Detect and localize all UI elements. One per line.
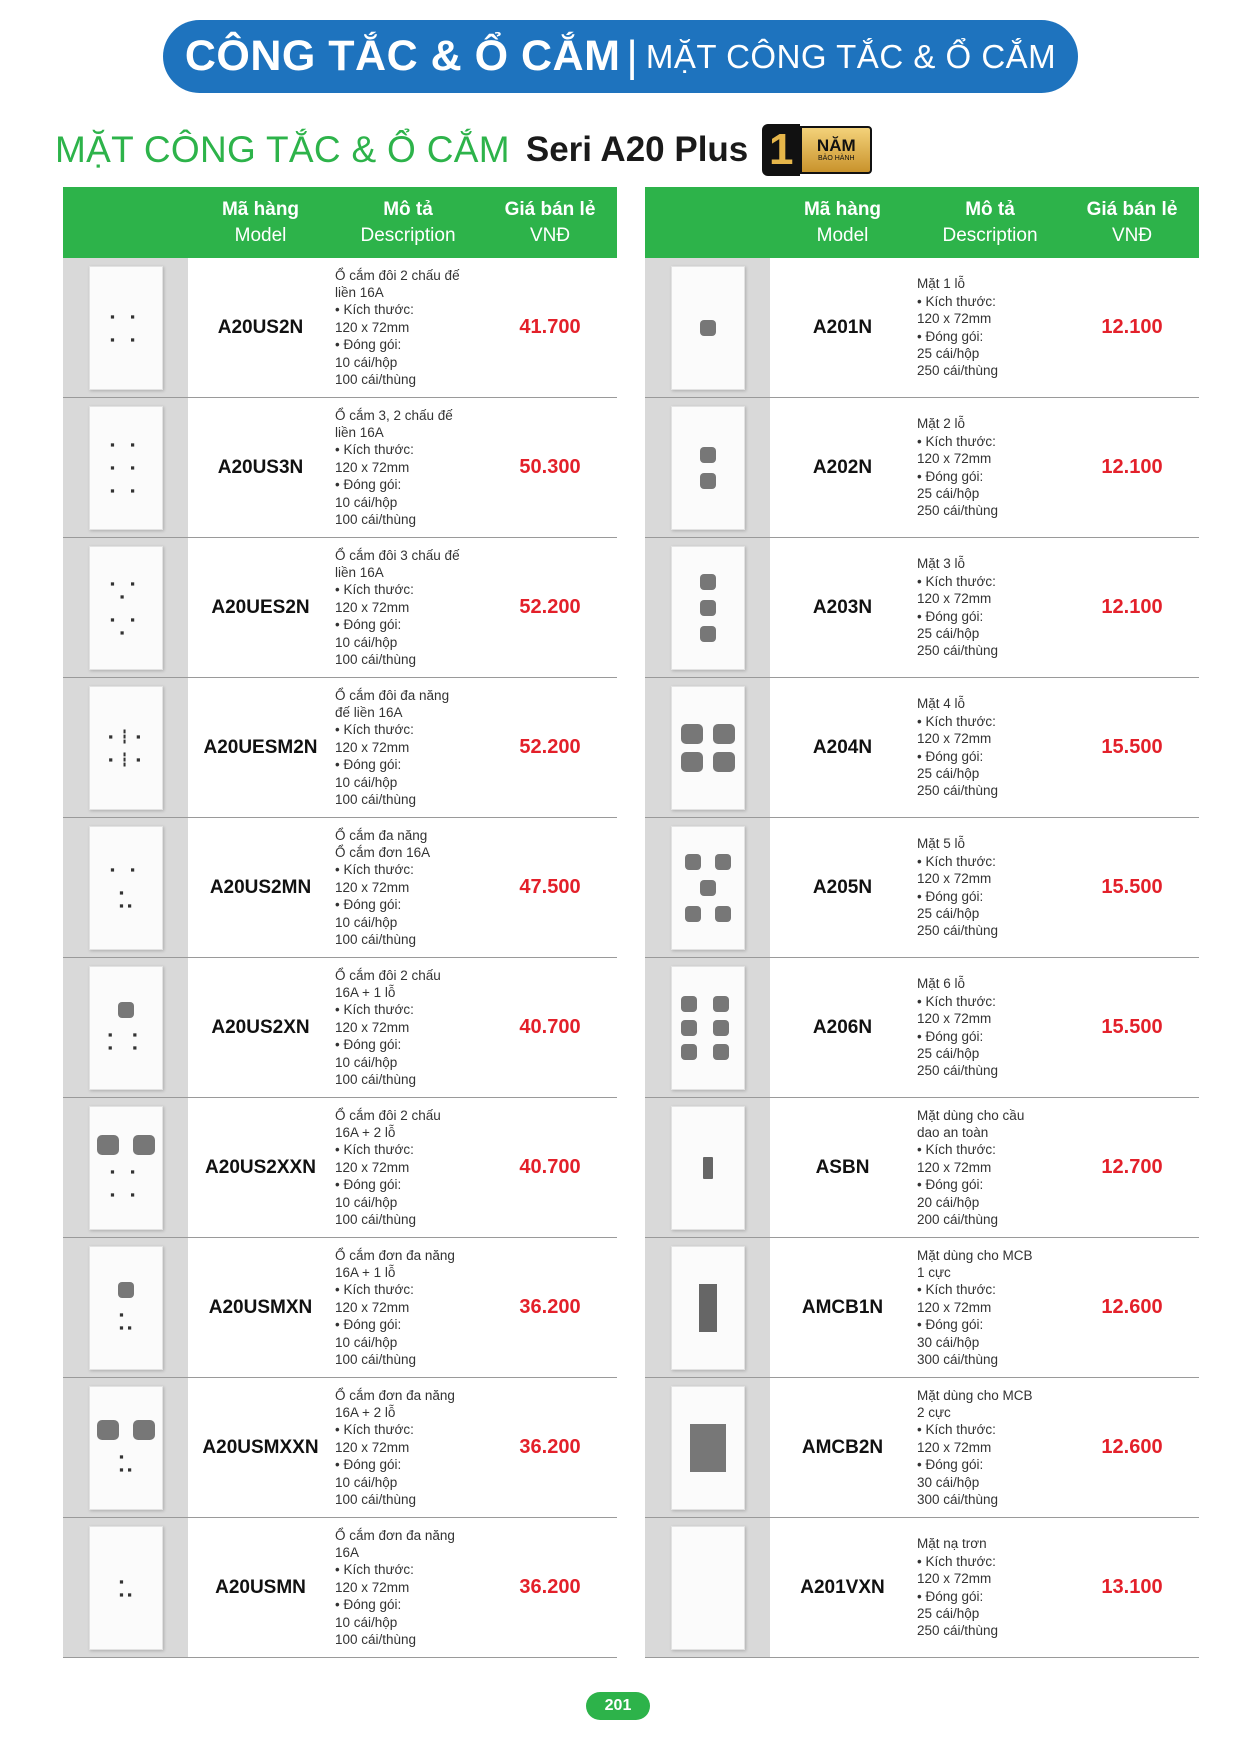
table-row: [645, 958, 1199, 1098]
table-row: [645, 1378, 1199, 1518]
product-description: Mặt 1 lỗ • Kích thước: 120 x 72mm • Đóng gói: 25 cái/hộp 250 cái/thùng: [917, 276, 999, 379]
product-model: AMCB1N: [801, 1296, 884, 1318]
series-name: Seri A20 Plus: [525, 130, 749, 169]
product-model: A20US2XXN: [205, 1156, 316, 1178]
product-image: [645, 1098, 770, 1237]
product-description: Ổ cắm đa năng Ổ cắm đơn 16A • Kích thước: 120 x 72mm • Đóng gói: 10 cái/hộp 100 cái/thùng: [335, 827, 431, 948]
product-model: A20US3N: [217, 456, 304, 478]
table-row: [63, 1238, 617, 1378]
product-price: 12.100: [1101, 456, 1163, 478]
table-row: [63, 1098, 617, 1238]
product-description: Mặt 3 lỗ • Kích thước: 120 x 72mm • Đóng gói: 25 cái/hộp 250 cái/thùng: [917, 556, 999, 659]
table-row: [645, 678, 1199, 818]
socket-multi-single-icon: ▪ ▪ ▪ ▪ ▪: [89, 826, 163, 950]
product-image: [63, 958, 188, 1097]
plate-mcb1-icon: [671, 1246, 745, 1370]
plate-3hole-icon: [671, 546, 745, 670]
header-price-en: VNĐ: [1111, 224, 1153, 246]
product-image: [63, 538, 188, 677]
page-number: 201: [586, 1692, 650, 1720]
warranty-sub: BẢO HÀNH: [818, 155, 855, 162]
series-title: MẶT CÔNG TẮC & Ổ CẮM: [55, 129, 510, 170]
header-price-vi: Giá bán lẻ: [504, 198, 596, 220]
product-price: 41.700: [519, 316, 581, 338]
product-description: Mặt dùng cho MCB 1 cực • Kích thước: 120 x 72mm • Đóng gói: 30 cái/hộp 300 cái/thùng: [917, 1247, 1033, 1368]
product-model: A203N: [812, 596, 873, 618]
product-image: [63, 1518, 188, 1657]
product-price: 40.700: [519, 1016, 581, 1038]
product-description: Ổ cắm đôi 2 chấu 16A + 1 lỗ • Kích thước: 120 x 72mm • Đóng gói: 10 cái/hộp 100 cái/thùng: [335, 967, 441, 1088]
product-image: [645, 258, 770, 397]
table-row: [645, 1238, 1199, 1378]
table-row: [63, 1378, 617, 1518]
banner-subtitle: MẶT CÔNG TẮC & Ổ CẮM: [645, 37, 1057, 75]
product-description: Mặt 2 lỗ • Kích thước: 120 x 72mm • Đóng gói: 25 cái/hộp 250 cái/thùng: [917, 416, 999, 519]
product-image: [63, 1238, 188, 1377]
table-row: [63, 818, 617, 958]
product-description: Mặt 5 lỗ • Kích thước: 120 x 72mm • Đóng gói: 25 cái/hộp 250 cái/thùng: [917, 836, 999, 939]
product-price: 50.300: [519, 456, 581, 478]
product-model: A201VXN: [800, 1576, 885, 1598]
product-image: [63, 1098, 188, 1237]
product-model: A20USMN: [215, 1576, 306, 1598]
header-price: [483, 187, 617, 258]
header-model-vi: Mã hàng: [221, 198, 300, 220]
product-image: [645, 1238, 770, 1377]
socket-double-3pin-icon: ▪ ▪ ▪ ▪ ▪ ▪: [89, 546, 163, 670]
product-description: Mặt dùng cho cầu dao an toàn • Kích thước: 120 x 72mm • Đóng gói: 20 cái/hộp 200 cái/thùng: [917, 1107, 1025, 1228]
product-description: Ổ cắm 3, 2 chấu đế liền 16A • Kích thước: 120 x 72mm • Đóng gói: 10 cái/hộp 100 cái/thùng: [335, 407, 453, 528]
plate-mcb2-icon: [671, 1386, 745, 1510]
product-model: A20USMXXN: [202, 1436, 319, 1458]
product-description: Ổ cắm đôi 3 chấu đế liền 16A • Kích thước: 120 x 72mm • Đóng gói: 10 cái/hộp 100 cái/thùng: [335, 547, 460, 668]
product-price: 36.200: [519, 1436, 581, 1458]
product-price: 36.200: [519, 1296, 581, 1318]
product-image: [63, 818, 188, 957]
product-image: [645, 818, 770, 957]
product-price: 40.700: [519, 1156, 581, 1178]
header-desc-vi: Mô tả: [383, 198, 433, 220]
table-row: [63, 538, 617, 678]
header-desc-en: Description: [360, 224, 456, 246]
socket-double-2hole-icon: ▪ ▪ ▪ ▪: [89, 1106, 163, 1230]
product-description: Ổ cắm đơn đa năng 16A + 1 lỗ • Kích thước: 120 x 72mm • Đóng gói: 10 cái/hộp 100 cái/thùng: [335, 1247, 455, 1368]
product-model: A201N: [812, 316, 873, 338]
socket-double-multi-icon: ▪ ┇ ▪ ▪ ┇ ▪: [89, 686, 163, 810]
series-heading: [55, 118, 872, 182]
product-description: Ổ cắm đơn đa năng 16A + 2 lỗ • Kích thước: 120 x 72mm • Đóng gói: 10 cái/hộp 100 cái/thùng: [335, 1387, 455, 1508]
product-price: 15.500: [1101, 876, 1163, 898]
product-price: 52.200: [519, 596, 581, 618]
product-model: A20US2MN: [209, 876, 312, 898]
product-price: 12.100: [1101, 596, 1163, 618]
product-price: 15.500: [1101, 736, 1163, 758]
plate-6hole-icon: [671, 966, 745, 1090]
table-row: [63, 958, 617, 1098]
product-price: 12.600: [1101, 1296, 1163, 1318]
socket-double-1hole-icon: ▪ ▪ ▪ ▪: [89, 966, 163, 1090]
product-image: [645, 958, 770, 1097]
table-row: [645, 258, 1199, 398]
header-model-en: Model: [816, 224, 869, 246]
product-model: A205N: [812, 876, 873, 898]
product-image: [645, 678, 770, 817]
table-row: [645, 818, 1199, 958]
header-description: [333, 187, 483, 258]
product-model: A20US2N: [217, 316, 304, 338]
warranty-label: NĂM: [816, 136, 856, 155]
product-image: [63, 398, 188, 537]
plate-1hole-icon: [671, 266, 745, 390]
product-description: Mặt 6 lỗ • Kích thước: 120 x 72mm • Đóng gói: 25 cái/hộp 250 cái/thùng: [917, 976, 999, 1079]
header-model-vi: Mã hàng: [803, 198, 882, 220]
product-description: Ổ cắm đôi đa năng đế liền 16A • Kích thước: 120 x 72mm • Đóng gói: 10 cái/hộp 100 cái/thùng: [335, 687, 450, 808]
product-image: [645, 398, 770, 537]
product-table-left: [63, 187, 617, 1658]
plate-2hole-icon: [671, 406, 745, 530]
product-image: [63, 678, 188, 817]
header-price-vi: Giá bán lẻ: [1086, 198, 1178, 220]
header-price-en: VNĐ: [529, 224, 571, 246]
socket-single-multi-2hole-icon: ▪ ▪ ▪: [89, 1386, 163, 1510]
product-price: 13.100: [1101, 1576, 1163, 1598]
table-row: [63, 398, 617, 538]
product-image: [63, 258, 188, 397]
product-model: A202N: [812, 456, 873, 478]
table-row: [63, 258, 617, 398]
plate-4hole-icon: [671, 686, 745, 810]
product-image: [63, 1378, 188, 1517]
product-model: A20UESM2N: [203, 736, 318, 758]
table-row: [645, 1098, 1199, 1238]
table-header: [645, 187, 1199, 258]
table-row: [645, 398, 1199, 538]
plate-5hole-icon: [671, 826, 745, 950]
table-row: [63, 1518, 617, 1658]
product-description: Mặt nạ trơn • Kích thước: 120 x 72mm • Đóng gói: 25 cái/hộp 250 cái/thùng: [917, 1536, 999, 1639]
product-model: A20US2XN: [211, 1016, 310, 1038]
table-header: [63, 187, 617, 258]
product-price: 12.600: [1101, 1436, 1163, 1458]
socket-single-multi-1hole-icon: ▪ ▪ ▪: [89, 1246, 163, 1370]
product-description: Mặt dùng cho MCB 2 cực • Kích thước: 120 x 72mm • Đóng gói: 30 cái/hộp 300 cái/thùng: [917, 1387, 1033, 1508]
header-description: [915, 187, 1065, 258]
header-model: [770, 187, 915, 258]
banner-title: CÔNG TẮC & Ổ CẮM: [184, 32, 621, 80]
socket-double-2pin-icon: ▪ ▪ ▪ ▪: [89, 266, 163, 390]
warranty-badge: [762, 124, 872, 176]
header-desc-en: Description: [942, 224, 1038, 246]
product-model: A20USMXN: [208, 1296, 313, 1318]
header-model: [188, 187, 333, 258]
product-description: Ổ cắm đôi 2 chấu 16A + 2 lỗ • Kích thước: 120 x 72mm • Đóng gói: 10 cái/hộp 100 cái/thùng: [335, 1107, 441, 1228]
product-table-right: [645, 187, 1199, 1658]
product-image: [645, 538, 770, 677]
header-model-en: Model: [234, 224, 287, 246]
product-price: 36.200: [519, 1576, 581, 1598]
table-row: [63, 678, 617, 818]
header-image: [645, 187, 770, 258]
product-model: A206N: [812, 1016, 873, 1038]
header-image: [63, 187, 188, 258]
product-price: 47.500: [519, 876, 581, 898]
product-model: A20UES2N: [211, 596, 310, 618]
product-price: 12.700: [1101, 1156, 1163, 1178]
table-row: [645, 1518, 1199, 1658]
product-description: Mặt 4 lỗ • Kích thước: 120 x 72mm • Đóng gói: 25 cái/hộp 250 cái/thùng: [917, 696, 999, 799]
banner-separator: |: [626, 31, 638, 81]
socket-single-multi-icon: ▪ ▪ ▪: [89, 1526, 163, 1650]
socket-triple-2pin-icon: ▪ ▪ ▪ ▪ ▪ ▪: [89, 406, 163, 530]
product-model: AMCB2N: [801, 1436, 884, 1458]
product-model: A204N: [812, 736, 873, 758]
plate-blank-icon: [671, 1526, 745, 1650]
product-description: Ổ cắm đôi 2 chấu đế liền 16A • Kích thước: 120 x 72mm • Đóng gói: 10 cái/hộp 100 cái/thùng: [335, 267, 460, 388]
product-price: 15.500: [1101, 1016, 1163, 1038]
product-image: [645, 1518, 770, 1657]
warranty-number: 1: [762, 124, 800, 176]
product-price: 52.200: [519, 736, 581, 758]
product-model: ASBN: [815, 1156, 870, 1178]
table-row: [645, 538, 1199, 678]
header-price: [1065, 187, 1199, 258]
header-desc-vi: Mô tả: [965, 198, 1015, 220]
plate-breaker-icon: [671, 1106, 745, 1230]
product-description: Ổ cắm đơn đa năng 16A • Kích thước: 120 x 72mm • Đóng gói: 10 cái/hộp 100 cái/thùng: [335, 1527, 455, 1648]
header-banner: [163, 20, 1078, 93]
product-price: 12.100: [1101, 316, 1163, 338]
product-image: [645, 1378, 770, 1517]
